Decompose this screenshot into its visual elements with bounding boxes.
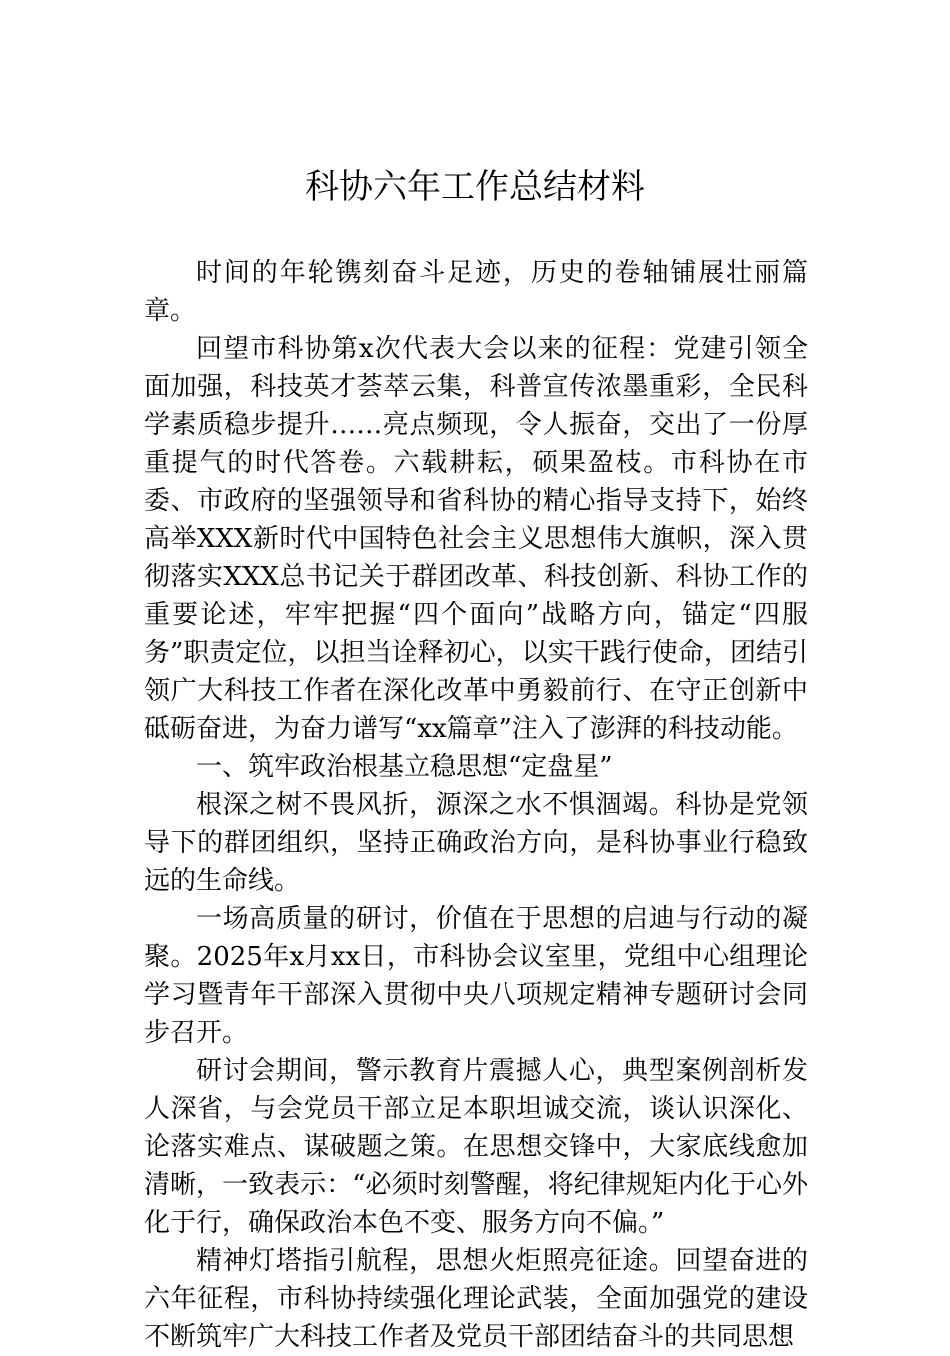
paragraph-seminar: 一场高质量的研讨，价值在于思想的启迪与行动的凝聚。2025年x月xx日，市科协会议室里，党组中心组理论学习暨青年干部深入贯彻中央八项规定精神专题研讨会同步召开。 <box>144 904 808 1048</box>
paragraph-review: 回望市科协第x次代表大会以来的征程：党建引领全面加强，科技英才荟萃云集，科普宣传浓墨重彩，全民科学素质稳步提升……亮点频现，令人振奋，交出了一份厚重提气的时代答卷。六载耕耘，硕果盈枝。市科协在市委、市政府的坚强领导和省科协的精心指导支持下，始终高举XXX新时代中国特色社会主义思想伟大旗帜，深入贯彻落实XXX总书记关于群团改革、科技创新、科协工作的重要论述，牢牢把握“四个面向”战略方向，锚定“四服务”职责定位，以担当诠释初心，以实干践行使命，团结引领广大科技工作者在深化改革中勇毅前行、在守正创新中砥砺奋进，为奋力谱写“xx篇章”注入了澎湃的科技动能。 <box>144 334 808 744</box>
document-body <box>144 254 808 1356</box>
section-heading-1: 一、筑牢政治根基立稳思想“定盘星” <box>196 752 613 782</box>
paragraph-spiritual-beacon: 精神灯塔指引航程，思想火炬照亮征途。回望奋进的六年征程，市科协持续强化理论武装，全面加强党的建设不断筑牢广大科技工作者及党员干部团结奋斗的共同思想 <box>144 1246 808 1352</box>
paragraph-seminar-discussion: 研讨会期间，警示教育片震撼人心，典型案例剖析发人深省，与会党员干部立足本职坦诚交流，谈认识深化、论落实难点、谋破题之策。在思想交锋中，大家底线愈加清晰，一致表示：“必须时刻警醒，将纪律规矩内化于心外化于行，确保政治本色不变、服务方向不偏。” <box>144 1056 808 1238</box>
paragraph-political-foundation: 根深之树不畏风折，源深之水不惧涸竭。科协是党领导下的群团组织，坚持正确政治方向，是科协事业行稳致远的生命线。 <box>144 790 808 896</box>
paragraph-opening: 时间的年轮镌刻奋斗足迹，历史的卷轴铺展壮丽篇章。 <box>144 258 808 326</box>
document-title: 科协六年工作总结材料 <box>305 167 645 207</box>
